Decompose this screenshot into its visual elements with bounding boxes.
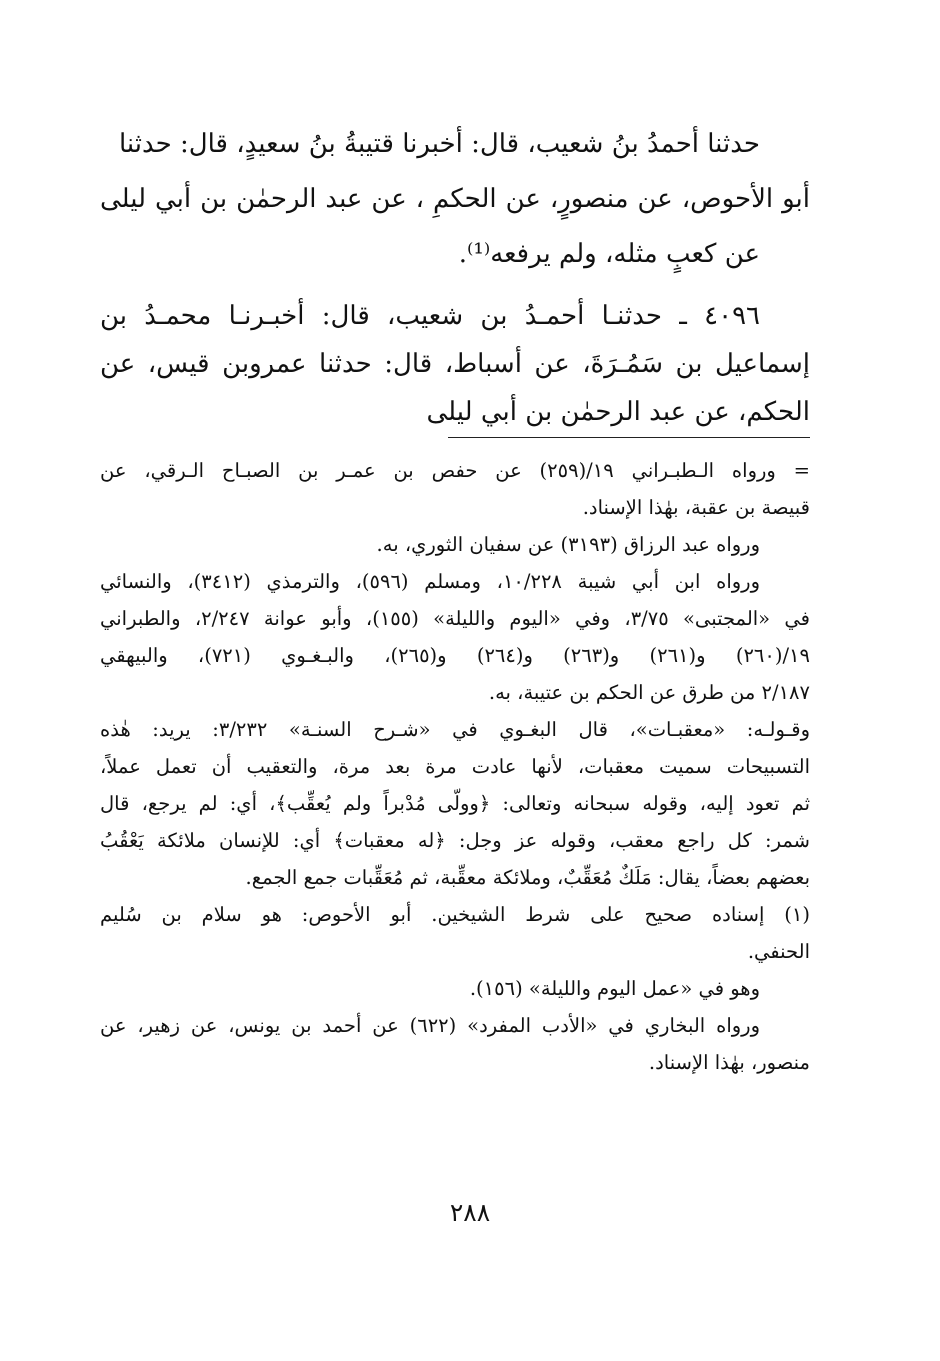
footnote-line: بعضهم بعضاً، يقال: مَلَكٌ مُعَقِّبٌ، وملائكة معقِّبة، ثم مُعَقِّبات جمع الجمع. (245, 866, 810, 889)
text-line: إسماعيل بن سَمُـرَةَ، عن أسباط، قال: حدثنا عمروبن قيس، عن (100, 349, 810, 379)
footnote-line: وهو في «عمل اليوم والليلة» (١٥٦). (469, 977, 760, 1000)
footnote-line: في «المجتبى» ٣/٧٥، وفي «اليوم والليلة» (١٥٥)، وأبو عوانة ٢/٢٤٧، والطبراني (100, 607, 810, 630)
footnote-line: ورواه عبد الرزاق (٣١٩٣) عن سفيان الثوري، به. (376, 533, 760, 556)
footnote-line: وقـولـه: «معقبـات»، قال البغـوي في «شـرح السنـة» ٣/٢٣٢: يريد: هٰذه (100, 718, 810, 741)
footnote-line: شمر: كل راجع معقب، وقوله عز وجل: ﴿له معقبات﴾ أي: للإنسان ملائكة يَعْقُبُ (100, 829, 810, 852)
footnote-1-line: الحنفي. (747, 940, 810, 963)
footnote-1-line: (١) إسناده صحيح على شرط الشيخين. أبو الأحوص: هو سلام بن سُليم (100, 903, 810, 926)
text-line: الحكم، عن عبد الرحمٰن بن أبي ليلى (426, 397, 810, 427)
text-line: عن كعبٍ مثله، ولم يرفعه⁽¹⁾. (458, 239, 760, 269)
footnote-line: ورواه البخاري في «الأدب المفرد» (٦٢٢) عن أحمد بن يونس، عن زهير، عن (100, 1014, 760, 1037)
footnote-line: = ورواه الـطبـراني ١٩/(٢٥٩) عن حفص بن عمـر بن الصبـاح الـرقي، عن (100, 459, 810, 482)
footnote-line: ثم تعود إليه، وقوله سبحانه وتعالى: ﴿وولّى مُدْبراً ولم يُعقِّب﴾، أي: لم يرجع، قال (100, 792, 810, 815)
footnote-line: ورواه ابن أبي شيبة ١٠/٢٢٨، ومسلم (٥٩٦)، والترمذي (٣٤١٢)، والنسائي (100, 570, 760, 593)
main-text-paragraph-1 (100, 117, 810, 282)
footnotes (100, 452, 810, 1081)
footnote-line: التسبيحات سميت معقبات، لأنها عادت مرة بعد مرة، والتعقيب أن تعمل عملاً، (100, 755, 810, 778)
text-line: حدثنا أحمدُ بنُ شعيب، قال: أخبرنا قتيبةُ بنُ سعيدٍ، قال: حدثنا (119, 129, 760, 159)
footnote-line: ١٩/(٢٦٠) و(٢٦١) و(٢٦٣) و(٢٦٤) و(٢٦٥)، والبـغـوي (٧٢١)، والبيهقي (100, 644, 810, 667)
text-line: أبو الأحوص، عن منصورٍ، عن الحكمِ ، عن عبد الرحمٰن بن أبي ليلى (100, 184, 810, 214)
footnote-line: ٢/١٨٧ من طرق عن الحكم بن عتيبة، به. (488, 681, 810, 704)
footnote-line: منصور، بهٰذا الإسناد. (648, 1051, 810, 1074)
main-text-paragraph-2 (100, 292, 810, 436)
hadith-line: ٤٠٩٦ ـ حدثنـا أحمـدُ بن شعيب، قال: أخبـرنـا محمـدُ بن (100, 301, 760, 331)
footnote-line: قبيصة بن عقبة، بهٰذا الإسناد. (582, 496, 810, 519)
footnote-separator (448, 437, 810, 438)
page-number: ٢٨٨ (449, 1198, 491, 1227)
